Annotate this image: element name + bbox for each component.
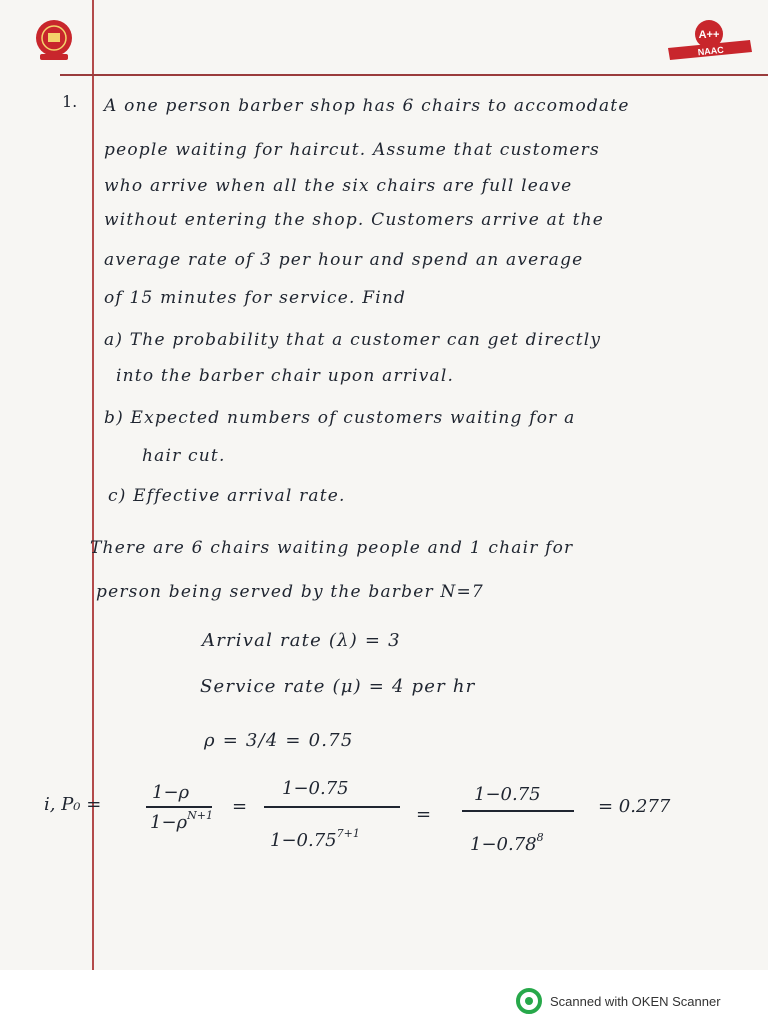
question-line-2: people waiting for haircut. Assume that customers — [104, 140, 600, 160]
header-rule — [60, 74, 768, 76]
p0-fraction-2-denominator: $1-0.75^{7+1}$ — [270, 827, 360, 851]
badge-grade: A++ — [698, 29, 720, 41]
part-c: c) Effective arrival rate. — [108, 486, 346, 506]
equals-sign-1: = — [232, 796, 248, 817]
college-seal-icon — [34, 18, 74, 62]
service-rate: Service rate (μ) = 4 per hr — [200, 676, 476, 697]
naac-badge-icon — [664, 18, 754, 62]
question-line-6: of 15 minutes for service. Find — [104, 288, 407, 308]
question-number: 1. — [62, 92, 78, 111]
arrival-rate: Arrival rate (λ) = 3 — [202, 630, 401, 651]
solution-line-1: There are 6 chairs waiting people and 1 chair for — [90, 538, 574, 558]
oken-scanner-icon — [516, 988, 542, 1014]
p0-fraction-2-numerator: 1−0.75 — [282, 778, 349, 799]
part-b-line-2: hair cut. — [142, 446, 226, 466]
p0-fraction-1-numerator: 1−ρ — [152, 782, 190, 803]
margin-line — [92, 0, 94, 970]
p0-fraction-3-numerator: 1−0.75 — [474, 784, 541, 805]
question-line-1: A one person barber shop has 6 chairs to accomodate — [104, 96, 630, 116]
p0-fraction-3-denominator: $1-0.78^8$ — [470, 831, 544, 855]
badge-label: NAAC — [697, 44, 725, 58]
part-a-line-2: into the barber chair upon arrival. — [116, 366, 455, 386]
p0-fraction-3-bar — [462, 810, 574, 812]
scanner-footer — [516, 988, 721, 1014]
equals-sign-2: = — [416, 804, 432, 825]
p0-result: = 0.277 — [598, 796, 671, 817]
solution-line-2: person being served by the barber N=7 — [96, 582, 484, 602]
question-line-5: average rate of 3 per hour and spend an average — [104, 250, 584, 270]
part-b-line-1: b) Expected numbers of customers waiting for a — [104, 408, 576, 428]
scanner-watermark-text: Scanned with OKEN Scanner — [550, 993, 721, 1009]
p0-label: i, P₀ = — [44, 794, 102, 815]
question-line-3: who arrive when all the six chairs are full leave — [104, 176, 573, 196]
part-a-line-1: a) The probability that a customer can get directly — [104, 330, 602, 350]
p0-fraction-1-denominator: $1-\rho^{N+1}$ — [150, 809, 213, 833]
question-line-4: without entering the shop. Customers arrive at the — [104, 210, 605, 230]
rho-value: ρ = 3/4 = 0.75 — [204, 730, 354, 751]
p0-fraction-2-bar — [264, 806, 400, 808]
p0-fraction-1-bar — [146, 806, 212, 808]
